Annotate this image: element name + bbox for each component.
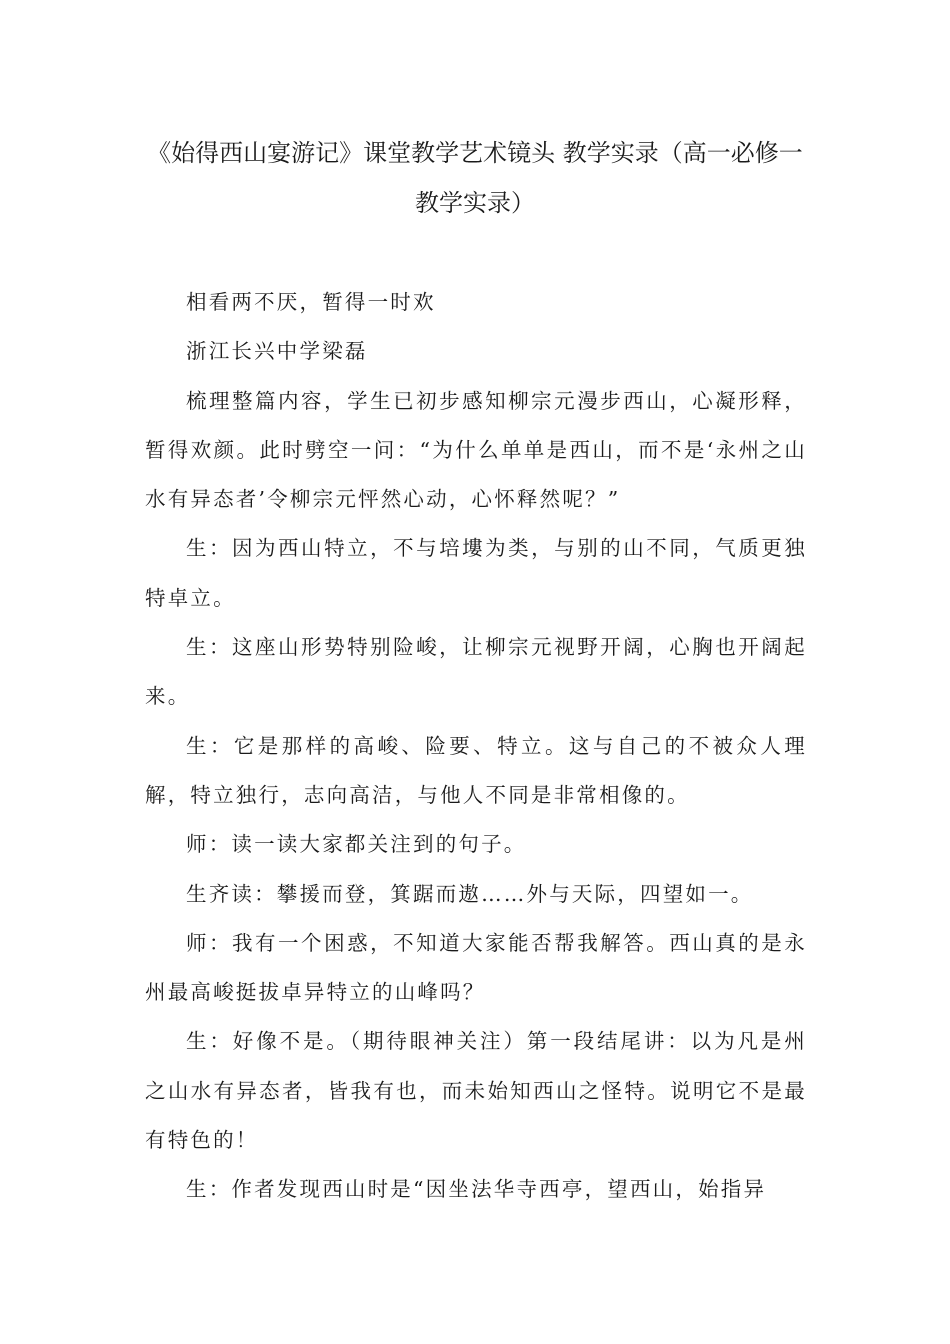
paragraph-student-4: 生：好像不是。（期待眼神关注）第一段结尾讲：以为凡是州之山水有异态者，皆我有也，而未始知西山之怪特。说明它不是最有特色的！ [145,1029,807,1153]
paragraph-student-2: 生：这座山形势特别险峻，让柳宗元视野开阔，心胸也开阔起来。 [145,635,807,709]
paragraph-student-5: 生：作者发现西山时是“因坐法华寺西亭，望西山，始指异 [186,1177,767,1202]
paragraph-student-3: 生：它是那样的高峻、险要、特立。这与自己的不被众人理解，特立独行，志向高洁，与他人不同是非常相像的。 [145,733,807,807]
document-body [145,278,807,1215]
paragraph-chorus: 生齐读：攀援而登，箕踞而遨……外与天际，四望如一。 [186,881,754,906]
paragraph-author: 浙江长兴中学梁磊 [186,339,368,364]
paragraph-student-1: 生：因为西山特立，不与培塿为类，与别的山不同，气质更独特卓立。 [145,536,807,610]
paragraph-subtitle: 相看两不厌，暂得一时欢 [186,290,436,314]
document-title: 《始得西山宴游记》课堂教学艺术镜头 教学实录（高一必修一教学实录） [147,139,803,217]
paragraph-intro: 梳理整篇内容，学生已初步感知柳宗元漫步西山，心凝形释，暂得欢颜。此时劈空一问：“为什么单单是西山，而不是‘永州之山水有异态者’令柳宗元怦然心动，心怀释然呢？” [145,388,807,512]
paragraph-teacher-1: 师：读一读大家都关注到的句子。 [186,832,527,857]
paragraph-teacher-2: 师：我有一个困惑，不知道大家能否帮我解答。西山真的是永州最高峻挺拔卓异特立的山峰吗？ [145,930,807,1005]
